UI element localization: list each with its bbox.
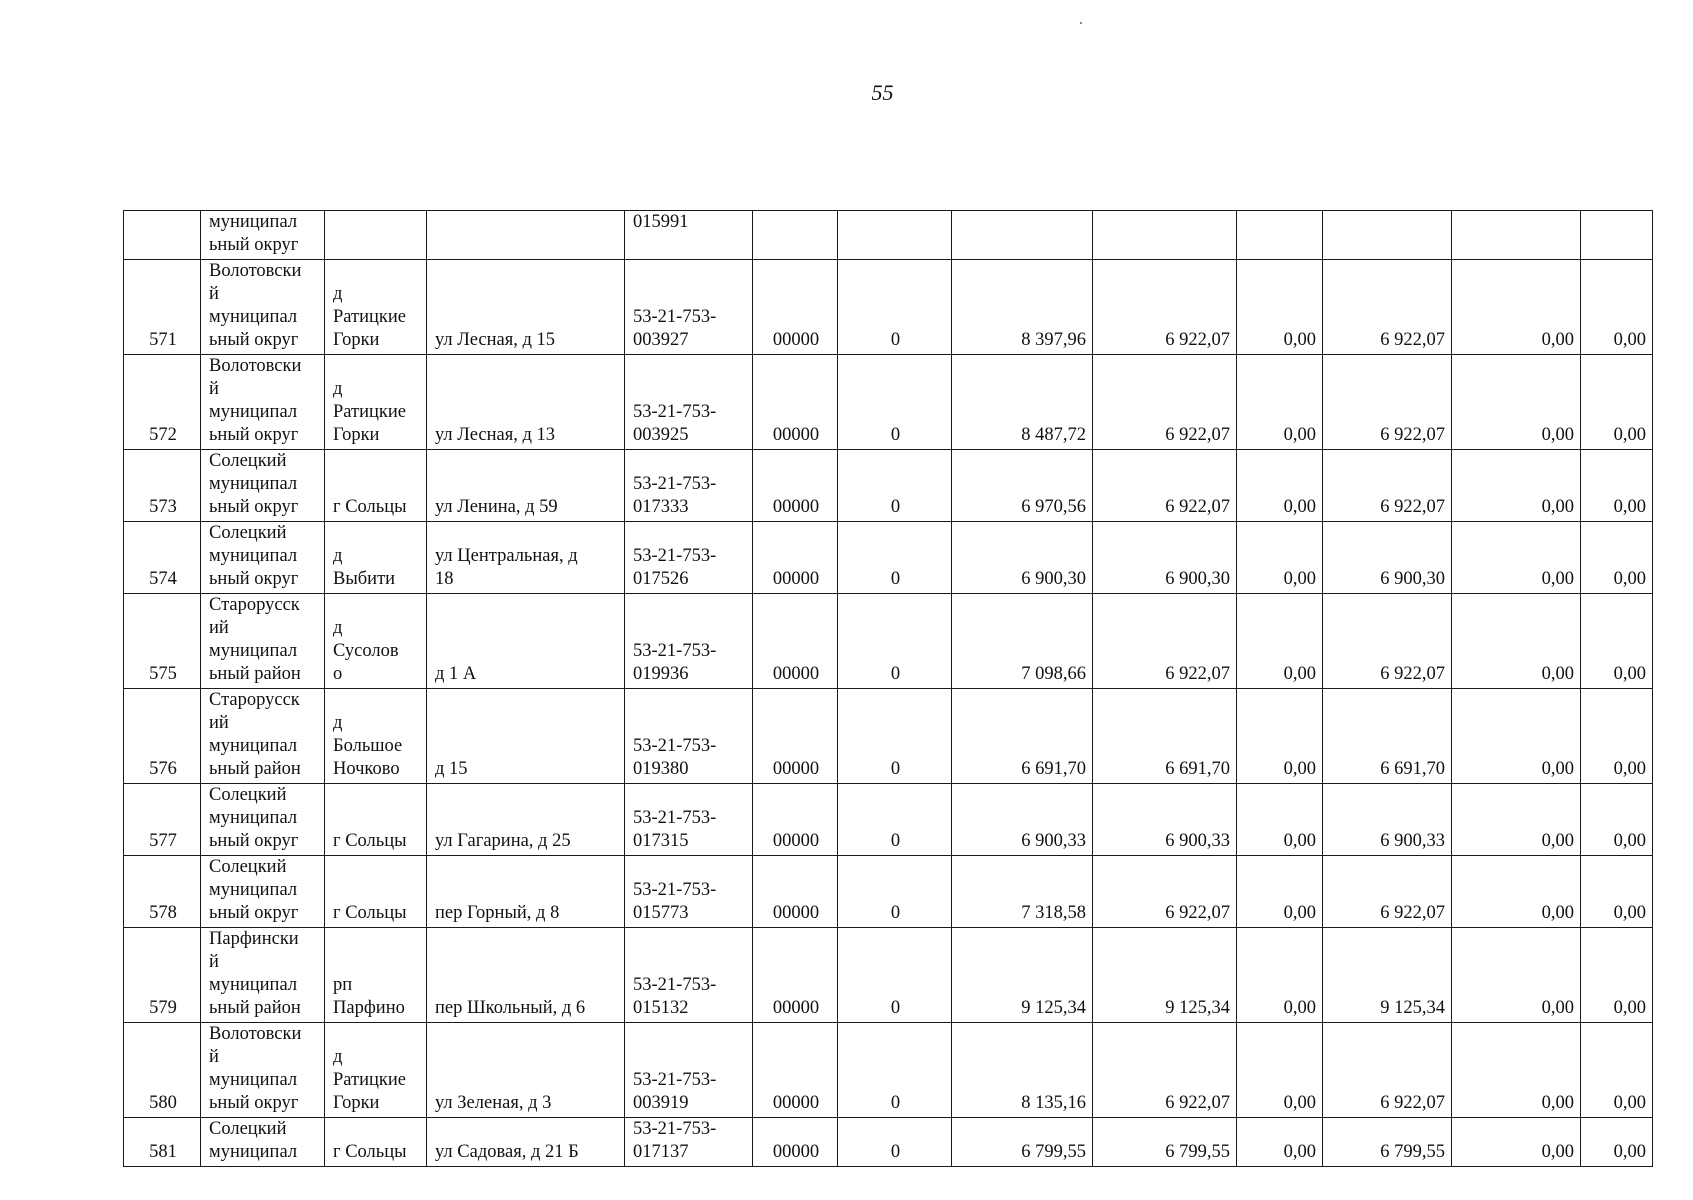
cell-c4: 6 922,07 xyxy=(1323,260,1452,355)
cell-flag xyxy=(838,211,952,260)
cell-code: 00000 xyxy=(753,1118,838,1167)
cell-c1: 7 318,58 xyxy=(952,856,1093,928)
cell-settlement: д Сусолов о xyxy=(325,594,427,689)
cell-c4: 6 900,30 xyxy=(1323,522,1452,594)
cell-c3: 0,00 xyxy=(1237,522,1323,594)
cell-flag: 0 xyxy=(838,355,952,450)
table-body xyxy=(124,211,1653,1167)
cell-c1: 8 487,72 xyxy=(952,355,1093,450)
cell-c3: 0,00 xyxy=(1237,355,1323,450)
cell-c2: 6 922,07 xyxy=(1093,355,1237,450)
cell-c6: 0,00 xyxy=(1581,689,1653,784)
scan-speck xyxy=(1080,22,1082,24)
cell-settlement: д Ратицкие Горки xyxy=(325,355,427,450)
cell-cadastral: 53-21-753- 015132 xyxy=(625,928,753,1023)
cell-c6: 0,00 xyxy=(1581,1023,1653,1118)
cell-address: д 15 xyxy=(427,689,625,784)
cell-address xyxy=(427,211,625,260)
cell-settlement: г Сольцы xyxy=(325,784,427,856)
cell-n: 573 xyxy=(124,450,201,522)
cell-address: ул Лесная, д 15 xyxy=(427,260,625,355)
cell-district: Солецкий муниципал ьный округ xyxy=(201,856,325,928)
cell-cadastral: 53-21-753- 019380 xyxy=(625,689,753,784)
cell-n: 574 xyxy=(124,522,201,594)
cell-n: 580 xyxy=(124,1023,201,1118)
cell-settlement: д Ратицкие Горки xyxy=(325,1023,427,1118)
cell-address: ул Садовая, д 21 Б xyxy=(427,1118,625,1167)
cell-flag: 0 xyxy=(838,522,952,594)
cell-settlement xyxy=(325,211,427,260)
cell-c4: 6 922,07 xyxy=(1323,594,1452,689)
cell-district: Солецкий муниципал xyxy=(201,1118,325,1167)
cell-c5: 0,00 xyxy=(1452,594,1581,689)
table-row xyxy=(124,260,1653,355)
cell-code: 00000 xyxy=(753,689,838,784)
cell-c2: 6 691,70 xyxy=(1093,689,1237,784)
cell-address: пер Школьный, д 6 xyxy=(427,928,625,1023)
cell-c4: 6 900,33 xyxy=(1323,784,1452,856)
cell-district: Солецкий муниципал ьный округ xyxy=(201,522,325,594)
cell-address: ул Гагарина, д 25 xyxy=(427,784,625,856)
cell-code: 00000 xyxy=(753,450,838,522)
cell-c5: 0,00 xyxy=(1452,450,1581,522)
cell-c6: 0,00 xyxy=(1581,1118,1653,1167)
cell-n: 572 xyxy=(124,355,201,450)
cell-flag: 0 xyxy=(838,1118,952,1167)
cell-c1: 6 691,70 xyxy=(952,689,1093,784)
cell-n: 576 xyxy=(124,689,201,784)
cell-flag: 0 xyxy=(838,784,952,856)
cell-cadastral: 53-21-753- 017137 xyxy=(625,1118,753,1167)
cell-district: Волотовски й муниципал ьный округ xyxy=(201,260,325,355)
cell-c3: 0,00 xyxy=(1237,1023,1323,1118)
cell-c3: 0,00 xyxy=(1237,594,1323,689)
cell-n: 571 xyxy=(124,260,201,355)
cell-flag: 0 xyxy=(838,856,952,928)
cell-flag: 0 xyxy=(838,450,952,522)
cell-c2 xyxy=(1093,211,1237,260)
cell-c6: 0,00 xyxy=(1581,260,1653,355)
cell-c4: 6 799,55 xyxy=(1323,1118,1452,1167)
cell-c3: 0,00 xyxy=(1237,856,1323,928)
cell-n: 579 xyxy=(124,928,201,1023)
cell-n: 575 xyxy=(124,594,201,689)
cell-cadastral: 53-21-753- 017333 xyxy=(625,450,753,522)
cell-c6: 0,00 xyxy=(1581,856,1653,928)
cell-c5: 0,00 xyxy=(1452,522,1581,594)
cell-district: Старорусск ий муниципал ьный район xyxy=(201,594,325,689)
cell-settlement: г Сольцы xyxy=(325,1118,427,1167)
table-row xyxy=(124,355,1653,450)
cell-settlement: д Выбити xyxy=(325,522,427,594)
table-row-continuation xyxy=(124,211,1653,260)
cell-c2: 9 125,34 xyxy=(1093,928,1237,1023)
cell-district: Солецкий муниципал ьный округ xyxy=(201,784,325,856)
cell-c6: 0,00 xyxy=(1581,522,1653,594)
cell-c6: 0,00 xyxy=(1581,784,1653,856)
cell-settlement: д Ратицкие Горки xyxy=(325,260,427,355)
cell-flag: 0 xyxy=(838,594,952,689)
cell-c5: 0,00 xyxy=(1452,856,1581,928)
cell-flag: 0 xyxy=(838,928,952,1023)
cell-c6: 0,00 xyxy=(1581,450,1653,522)
cell-c5: 0,00 xyxy=(1452,1118,1581,1167)
cell-code xyxy=(753,211,838,260)
cell-c4: 6 922,07 xyxy=(1323,355,1452,450)
cell-code: 00000 xyxy=(753,594,838,689)
table-row xyxy=(124,594,1653,689)
cell-cadastral: 53-21-753- 015773 xyxy=(625,856,753,928)
cell-district: Солецкий муниципал ьный округ xyxy=(201,450,325,522)
table-row xyxy=(124,1023,1653,1118)
cell-address: ул Центральная, д 18 xyxy=(427,522,625,594)
table-row xyxy=(124,522,1653,594)
cell-address: ул Лесная, д 13 xyxy=(427,355,625,450)
cell-settlement: г Сольцы xyxy=(325,856,427,928)
cell-address: пер Горный, д 8 xyxy=(427,856,625,928)
cell-flag: 0 xyxy=(838,689,952,784)
cell-address: ул Зеленая, д 3 xyxy=(427,1023,625,1118)
cell-c4 xyxy=(1323,211,1452,260)
cell-c5: 0,00 xyxy=(1452,928,1581,1023)
cell-cadastral: 53-21-753- 003925 xyxy=(625,355,753,450)
cell-c1: 6 900,33 xyxy=(952,784,1093,856)
cell-c2: 6 922,07 xyxy=(1093,594,1237,689)
cell-c2: 6 900,30 xyxy=(1093,522,1237,594)
cell-cadastral: 53-21-753- 003919 xyxy=(625,1023,753,1118)
cell-cadastral: 53-21-753- 003927 xyxy=(625,260,753,355)
table-row xyxy=(124,450,1653,522)
cell-code: 00000 xyxy=(753,1023,838,1118)
cell-c6 xyxy=(1581,211,1653,260)
cell-settlement: рп Парфино xyxy=(325,928,427,1023)
cell-c1: 9 125,34 xyxy=(952,928,1093,1023)
cell-n: 577 xyxy=(124,784,201,856)
cell-c4: 6 691,70 xyxy=(1323,689,1452,784)
registry-table xyxy=(123,210,1653,1167)
cell-cadastral: 53-21-753- 017315 xyxy=(625,784,753,856)
cell-code: 00000 xyxy=(753,260,838,355)
cell-c3: 0,00 xyxy=(1237,784,1323,856)
cell-settlement: г Сольцы xyxy=(325,450,427,522)
cell-c2: 6 922,07 xyxy=(1093,450,1237,522)
cell-cadastral: 53-21-753- 019936 xyxy=(625,594,753,689)
cell-c1: 6 970,56 xyxy=(952,450,1093,522)
cell-c4: 6 922,07 xyxy=(1323,856,1452,928)
table-row xyxy=(124,928,1653,1023)
cell-c1: 8 397,96 xyxy=(952,260,1093,355)
cell-n: 578 xyxy=(124,856,201,928)
cell-c5: 0,00 xyxy=(1452,355,1581,450)
cell-cadastral: 015991 xyxy=(625,211,753,260)
page-number: 55 xyxy=(871,80,894,105)
cell-c6: 0,00 xyxy=(1581,355,1653,450)
cell-code: 00000 xyxy=(753,784,838,856)
cell-num xyxy=(124,211,201,260)
cell-c4: 6 922,07 xyxy=(1323,450,1452,522)
cell-district: Волотовски й муниципал ьный округ xyxy=(201,1023,325,1118)
cell-c5: 0,00 xyxy=(1452,1023,1581,1118)
cell-c3: 0,00 xyxy=(1237,450,1323,522)
cell-district: муниципал ьный округ xyxy=(201,211,325,260)
cell-district: Старорусск ий муниципал ьный район xyxy=(201,689,325,784)
cell-c1: 6 900,30 xyxy=(952,522,1093,594)
cell-n: 581 xyxy=(124,1118,201,1167)
cell-settlement: д Большое Ночково xyxy=(325,689,427,784)
cell-c4: 9 125,34 xyxy=(1323,928,1452,1023)
cell-address: д 1 А xyxy=(427,594,625,689)
cell-c2: 6 922,07 xyxy=(1093,856,1237,928)
cell-c6: 0,00 xyxy=(1581,594,1653,689)
cell-c1: 6 799,55 xyxy=(952,1118,1093,1167)
cell-district: Волотовски й муниципал ьный округ xyxy=(201,355,325,450)
cell-c3: 0,00 xyxy=(1237,689,1323,784)
cell-code: 00000 xyxy=(753,522,838,594)
cell-c5 xyxy=(1452,211,1581,260)
cell-code: 00000 xyxy=(753,856,838,928)
cell-c6: 0,00 xyxy=(1581,928,1653,1023)
cell-c3: 0,00 xyxy=(1237,1118,1323,1167)
cell-c5: 0,00 xyxy=(1452,689,1581,784)
cell-c1: 8 135,16 xyxy=(952,1023,1093,1118)
table-row xyxy=(124,856,1653,928)
cell-c3 xyxy=(1237,211,1323,260)
cell-cadastral: 53-21-753- 017526 xyxy=(625,522,753,594)
cell-c3: 0,00 xyxy=(1237,260,1323,355)
cell-c4: 6 922,07 xyxy=(1323,1023,1452,1118)
cell-c3: 0,00 xyxy=(1237,928,1323,1023)
cell-c5: 0,00 xyxy=(1452,784,1581,856)
cell-c1 xyxy=(952,211,1093,260)
cell-district: Парфински й муниципал ьный район xyxy=(201,928,325,1023)
cell-c5: 0,00 xyxy=(1452,260,1581,355)
cell-flag: 0 xyxy=(838,1023,952,1118)
cell-flag: 0 xyxy=(838,260,952,355)
table-row xyxy=(124,1118,1653,1167)
table-row xyxy=(124,689,1653,784)
cell-c2: 6 900,33 xyxy=(1093,784,1237,856)
cell-c1: 7 098,66 xyxy=(952,594,1093,689)
table-row xyxy=(124,784,1653,856)
cell-c2: 6 799,55 xyxy=(1093,1118,1237,1167)
cell-c2: 6 922,07 xyxy=(1093,260,1237,355)
cell-address: ул Ленина, д 59 xyxy=(427,450,625,522)
cell-c2: 6 922,07 xyxy=(1093,1023,1237,1118)
cell-code: 00000 xyxy=(753,928,838,1023)
cell-code: 00000 xyxy=(753,355,838,450)
